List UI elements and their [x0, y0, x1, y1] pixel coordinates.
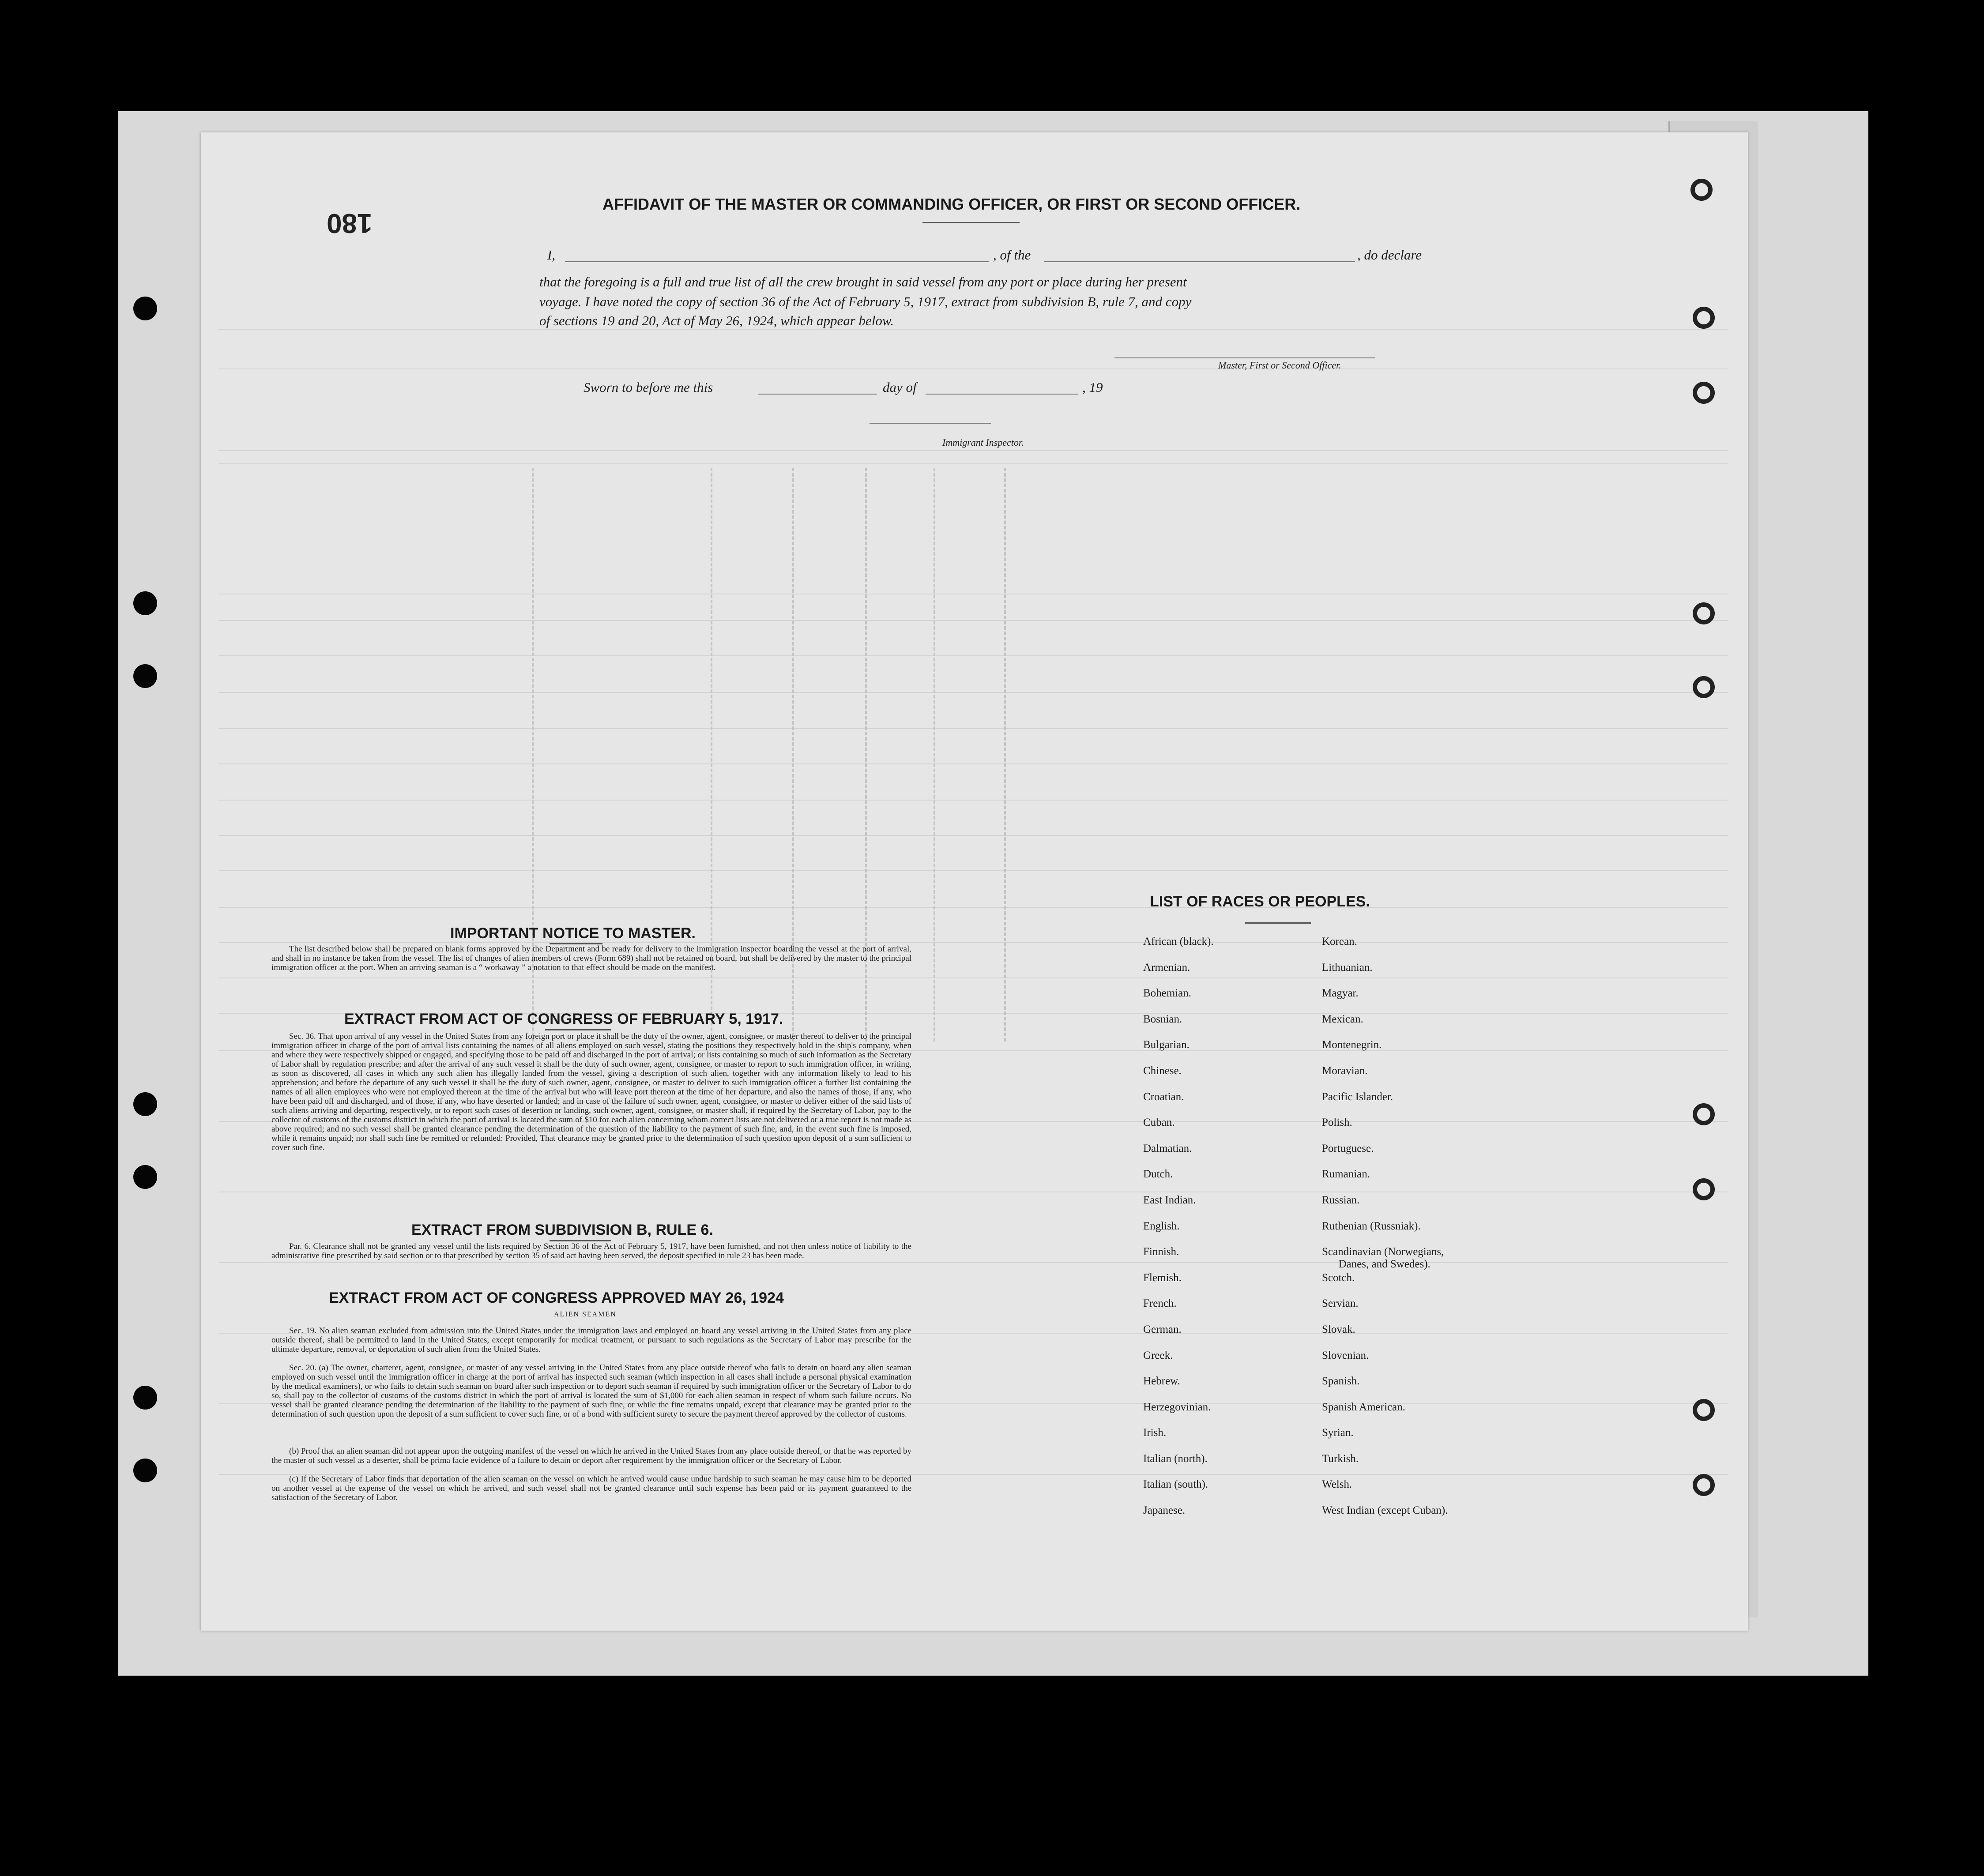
race-item: Portuguese. [1322, 1142, 1374, 1154]
affidavit-line-1 [547, 244, 1430, 266]
race-item: French. [1143, 1297, 1177, 1310]
races-left-column [1143, 936, 1214, 1530]
sworn-prefix: Sworn to before me this [584, 380, 713, 395]
race-item: Herzegovinian. [1143, 1401, 1211, 1413]
race-item: Bosnian. [1143, 1013, 1182, 1025]
race-item: Dutch. [1143, 1168, 1173, 1180]
heading-rule [922, 222, 1020, 223]
extract-1924-section-20b: (b) Proof that an alien seaman did not appear upon the outgoing manifest of the vessel on which he arrived in the United States from any place outside thereof, or that he was reported by the master of such vessel as a deserter, shall be prima facie evidence of a failure to detain or deport after requirement by the immigration officer or the Secretary of Labor. [271, 1447, 911, 1465]
binder-hole [133, 1386, 157, 1410]
race-item: Bohemian. [1143, 987, 1192, 1000]
extract-1924-heading: EXTRACT FROM ACT OF CONGRESS APPROVED MAY 26, 1924 [329, 1290, 784, 1306]
bleed-through-rule [218, 329, 1728, 330]
extract-1924-subheading: ALIEN SEAMEN [554, 1311, 617, 1318]
race-item: Armenian. [1143, 961, 1190, 974]
race-item: Mexican. [1322, 1013, 1363, 1025]
race-item: West Indian (except Cuban). [1322, 1504, 1448, 1517]
bleed-through-rule [218, 692, 1728, 693]
race-item: Greek. [1143, 1349, 1173, 1361]
binder-hole [133, 297, 157, 320]
bleed-through-rule [218, 655, 1728, 656]
affidavit-line-3: voyage. I have noted the copy of section 36 of the Act of February 5, 1917, extract from subdivision B, rule 7, and copy [539, 294, 1192, 309]
race-item: Scotch. [1322, 1271, 1355, 1284]
bleed-through-column [1004, 468, 1006, 1041]
extract-1924-section-20c: (c) If the Secretary of Labor finds that deportation of the alien seaman on the vessel on which he arrived would cause undue hardship to such seaman he may cause him to be deported on another vessel at the expense of the vessel on which he arrived, and such vessel shall not be granted clearance until such expense has been paid or its payment guaranteed to the satisfaction of the Secretary of Labor. [271, 1474, 911, 1502]
inspector-signature-caption: Immigrant Inspector. [942, 437, 1024, 448]
races-right-column [1322, 936, 1448, 1530]
binder-hole [1693, 1474, 1715, 1496]
race-item: African (black). [1143, 936, 1214, 947]
bleed-through-rule [218, 463, 1728, 464]
affidavit-line-4: of sections 19 and 20, Act of May 26, 1924, which appear below. [539, 313, 894, 328]
sworn-line [584, 377, 1157, 398]
extract-1917-heading: EXTRACT FROM ACT OF CONGRESS OF FEBRUARY 5, 1917. [344, 1011, 783, 1027]
binder-hole [1693, 676, 1715, 698]
bleed-through-rule [218, 907, 1728, 908]
binder-hole [133, 1459, 157, 1482]
inspector-signature-line[interactable] [870, 423, 991, 424]
race-item: Welsh. [1322, 1478, 1352, 1491]
race-item: Dalmatian. [1143, 1142, 1192, 1154]
notice-heading: IMPORTANT NOTICE TO MASTER. [450, 925, 696, 942]
sworn-month-blank[interactable] [926, 394, 1078, 395]
race-item: Polish. [1322, 1117, 1352, 1129]
race-item: Italian (south). [1143, 1478, 1208, 1491]
heading-rule [550, 1240, 611, 1241]
race-item: Korean. [1322, 936, 1357, 947]
race-item: German. [1143, 1323, 1182, 1335]
race-item: Russian. [1322, 1194, 1360, 1206]
binder-hole [133, 664, 157, 688]
extract-rule6-heading: EXTRACT FROM SUBDIVISION B, RULE 6. [411, 1222, 713, 1238]
race-item: Chinese. [1143, 1064, 1182, 1077]
affidavit-of-the: , of the [993, 247, 1031, 263]
race-item: Irish. [1143, 1427, 1167, 1439]
race-item: Magyar. [1322, 987, 1359, 1000]
affidavit-line-2: that the foregoing is a full and true list of all the crew brought in said vessel from any port or place during her present [539, 274, 1187, 289]
race-item: Ruthenian (Russniak). [1322, 1220, 1421, 1232]
extract-rule6-paragraph: Par. 6. Clearance shall not be granted any vessel until the lists required by Section 36 of the Act of February 5, 1917, have been furnished, and not then unless notice of liability to the administrative fine prescribed by said section or to that prescribed by section 35 of said act having been served, the deposit specified in rule 23 has been made. [271, 1242, 911, 1260]
binder-hole [1693, 602, 1715, 624]
bleed-through-rule [218, 450, 1728, 451]
bleed-through-rule [218, 728, 1728, 729]
races-heading: LIST OF RACES OR PEOPLES. [1150, 893, 1370, 910]
bleed-through-rule [218, 800, 1728, 801]
race-item: Montenegrin. [1322, 1039, 1382, 1051]
race-item: Servian. [1322, 1297, 1359, 1310]
race-item: Slovenian. [1322, 1349, 1369, 1361]
notice-body: The list described below shall be prepared on blank forms approved by the Department and be ready for delivery to the immigration inspector boarding the vessel at the port of arrival, and shall in no instance be taken from the vessel. The list of changes of alien members of crews (Form 689) shall not be retained on board, but shall be delivered by the master to the principal immigration officer at the port. When an arriving seaman is a “ workaway ” a notation to that effect should be made on the manifest. [271, 944, 911, 972]
extract-1924-section-20a: Sec. 20. (a) The owner, charterer, agent, consignee, or master of any vessel arriving in the United States from any place outside thereof who fails to detain on board any alien seaman employed on such vessel until the immigration officer in charge at the port of arrival has inspected such seaman (which inspection in all cases shall include a personal physical examination by the medical examiners), or who fails to detain such seaman on board after such inspection or to deport such seaman if required by such immigration officer or the Secretary of Labor to do so, shall pay to the collector of customs of the customs district in which the port of arrival is located the sum of $1,000 for each alien seaman in respect of whom such failure occurs. No vessel shall be granted clearance pending the determination of the liability to the payment of such fine, or while the fine remains unpaid, except that clearance may be granted prior to the determination of such question upon the deposit of a sum sufficient to cover such fine, or of a bond with sufficient surety to secure the payment thereof approved by the collector of customs. [271, 1363, 911, 1419]
binder-hole [1693, 1178, 1715, 1200]
race-item: Spanish. [1322, 1375, 1360, 1387]
binder-hole [1690, 179, 1713, 201]
race-item: Rumanian. [1322, 1168, 1370, 1180]
page-number-stamp: 180 [327, 208, 373, 238]
race-item: Lithuanian. [1322, 961, 1373, 974]
race-item: Syrian. [1322, 1427, 1354, 1439]
race-item: Pacific Islander. [1322, 1090, 1393, 1103]
race-item: Cuban. [1143, 1117, 1175, 1129]
race-item: English. [1143, 1220, 1180, 1232]
race-item: Turkish. [1322, 1452, 1359, 1465]
race-item: Japanese. [1143, 1504, 1186, 1517]
race-item: Scandinavian (Norwegians, Danes, and Swedes). [1322, 1246, 1444, 1271]
binder-hole [133, 1165, 157, 1189]
race-item: Flemish. [1143, 1271, 1182, 1284]
heading-rule [545, 1029, 611, 1030]
binder-hole [133, 1092, 157, 1116]
affidavit-do-declare: , do declare [1357, 247, 1422, 263]
binder-hole [1693, 1399, 1715, 1421]
race-item: East Indian. [1143, 1194, 1196, 1206]
bleed-through-rule [218, 870, 1728, 871]
sworn-year: , 19 [1082, 380, 1103, 395]
vessel-name-blank[interactable] [1044, 261, 1355, 262]
master-signature-caption: Master, First or Second Officer. [1218, 360, 1341, 371]
race-item: Finnish. [1143, 1246, 1179, 1258]
binder-hole [1693, 307, 1715, 329]
bleed-through-rule [218, 763, 1728, 764]
race-item: Slovak. [1322, 1323, 1355, 1335]
affidavit-heading: AFFIDAVIT OF THE MASTER OR COMMANDING OFFICER, OR FIRST OR SECOND OFFICER. [602, 195, 1301, 213]
bleed-through-column [934, 468, 935, 1041]
extract-1924-section-19: Sec. 19. No alien seaman excluded from admission into the United States under the immigration laws and employed on board any vessel arriving in the United States from any place outside thereof, shall be permitted to land in the United States, except temporarily for medical treatment, or pursuant to such regulations as the Secretary of Labor may prescribe for the ultimate departure, removal, or deportation of such alien from the United States. [271, 1326, 911, 1354]
race-item: Bulgarian. [1143, 1039, 1190, 1051]
race-item: Spanish American. [1322, 1401, 1405, 1413]
affidavit-i: I, [547, 247, 556, 263]
races-list [1143, 936, 1540, 1531]
master-signature-line[interactable] [1114, 357, 1375, 358]
bleed-through-rule [218, 835, 1728, 836]
master-name-blank[interactable] [565, 261, 989, 262]
binder-hole [133, 591, 157, 615]
race-item: Italian (north). [1143, 1452, 1208, 1465]
race-item: Croatian. [1143, 1090, 1184, 1103]
extract-1917-section-36: Sec. 36. That upon arrival of any vessel in the United States from any foreign port or place it shall be the duty of the owner, agent, consignee, or master thereof to deliver to the principal immigration officer in charge of the port of arrival lists containing the names of all aliens employed on such vessel, stating the positions they respectively hold in the ship's company, when and where they were respectively shipped or engaged, and specifying those to be paid off and discharged in the port of arrival; or lists containing so much of such information as the Secretary of Labor shall by regulation prescribe; and after the arrival of any such vessel it shall be the duty of such owner, agent, consignee, or master to report to such immigration officer, in writing, as soon as discovered, all cases in which any such alien has illegally landed from the vessel, giving a description of such alien, together with any information likely to lead to his apprehension; and before the departure of any such vessel it shall be the duty of such owner, agent, consignee, or master to deliver to such immigration officer a further list containing the names of all alien employees who were not employed thereon at the time of the arrival but who will leave port thereon at the time of her departure, and also the names of those, if any, who have been paid off and discharged, and of those, if any, who have deserted or landed; and in case of the failure of such owner, agent, consignee, or master to deliver either of the said lists of such aliens arriving and departing, respectively, or to report such cases of desertion or landing, such owner, agent, consignee, or master shall, if required by the Secretary of Labor, pay to the collector of customs of the customs district in which the port of arrival is located the sum of $10 for each alien concerning whom correct lists are not delivered or a true report is not made as above required; and no such vessel shall be granted clearance pending the determination of the question of the liability to the payment of such fine, and, in the event such fine is imposed, while it remains unpaid; nor shall such fine be remitted or refunded: Provided, That clearance may be granted prior to the determination of such question upon deposit of a sum sufficient to cover such fine. [271, 1032, 911, 1152]
race-item: Moravian. [1322, 1064, 1368, 1077]
binder-hole [1693, 1103, 1715, 1125]
race-item: Hebrew. [1143, 1375, 1180, 1387]
bleed-through-rule [218, 368, 1728, 369]
heading-rule [1245, 922, 1311, 924]
bleed-through-rule [218, 620, 1728, 621]
binder-hole [1693, 382, 1715, 404]
sworn-day-blank[interactable] [758, 394, 877, 395]
sworn-day-of: day of [883, 380, 917, 395]
